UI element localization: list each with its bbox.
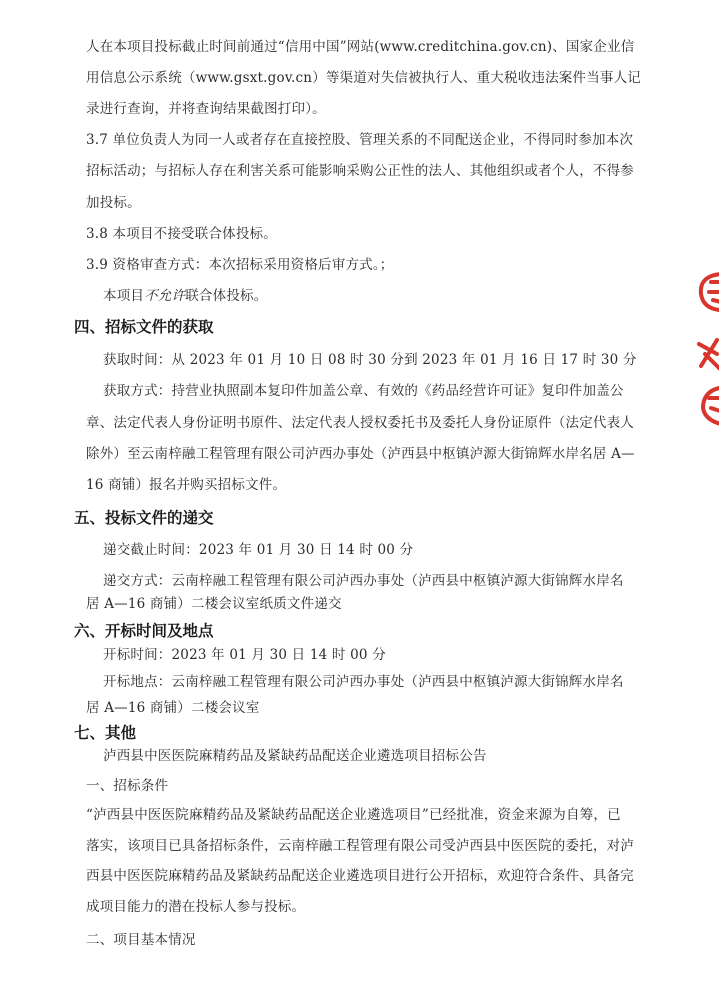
text-line: 章、法定代表人身份证明书原件、法定代表人授权委托书及委托人身份证原件（法定代表人: [86, 415, 634, 431]
text-line: 西县中医医院麻精药品及紧缺药品配送企业遴选项目进行公开招标，欢迎符合条件、具备完: [86, 868, 634, 884]
text-line: 录进行查询，并将查询结果截图打印）。: [86, 101, 326, 117]
text-line: 开标时间：2023 年 01 月 30 日 14 时 00 分: [103, 647, 386, 663]
section-heading-4: 四、招标文件的获取: [74, 318, 214, 336]
text-line: 递交方式：云南梓融工程管理有限公司泸西办事处（泸西县中枢镇泸源大街锦辉水岸名: [103, 573, 624, 589]
section-heading-5: 五、投标文件的递交: [74, 509, 214, 527]
text-line: 居 A—16 商铺）二楼会议室纸质文件递交: [86, 596, 342, 612]
text-line: 泸西县中医医院麻精药品及紧缺药品配送企业遴选项目招标公告: [103, 748, 487, 764]
seal-strokes: [699, 274, 719, 424]
text-line: 一、招标条件: [86, 778, 169, 794]
text-line: 3.7 单位负责人为同一人或者存在直接控股、管理关系的不同配送企业，不得同时参加本次: [86, 132, 634, 148]
text-line: 3.9 资格审查方式：本次招标采用资格后审方式。；: [86, 257, 394, 273]
text-line: 加投标。: [86, 195, 141, 211]
text-line: 落实，该项目已具备招标条件，云南梓融工程管理有限公司受泸西县中医医院的委托，对泸: [86, 838, 634, 854]
text-line: 招标活动；与招标人存在利害关系可能影响采购公正性的法人、其他组织或者个人，不得参: [86, 163, 634, 179]
text-line: 获取方式：持营业执照副本复印件加盖公章、有效的《药品经营许可证》复印件加盖公: [103, 383, 624, 399]
text-line: 二、项目基本情况: [86, 932, 196, 948]
text-line: 递交截止时间：2023 年 01 月 30 日 14 时 00 分: [103, 542, 414, 558]
text-line: 成项目能力的潜在投标人参与投标。: [86, 899, 306, 915]
text-run: 联合体投标。: [185, 288, 268, 304]
text-line: 3.8 本项目不接受联合体投标。: [86, 226, 277, 242]
text-line: 获取时间：从 2023 年 01 月 10 日 08 时 30 分到 2023 年 01 月 16 日 17 时 30 分: [103, 352, 637, 368]
text-line: 用信息公示系统（www.gsxt.gov.cn）等渠道对失信被执行人、重大税收违法案件当事人记: [86, 70, 641, 86]
section-heading-7: 七、其他: [74, 724, 137, 742]
text-line: 16 商铺）报名并购买招标文件。: [86, 477, 287, 493]
text-line: 开标地点：云南梓融工程管理有限公司泸西办事处（泸西县中枢镇泸源大街锦辉水岸名: [103, 674, 624, 690]
text-line: “泸西县中医医院麻精药品及紧缺药品配送企业遴选项目”已经批准，资金来源为自筹，已: [86, 807, 621, 823]
text-run-italic: 不允许: [144, 288, 186, 304]
text-line: 除外）至云南梓融工程管理有限公司泸西办事处（泸西县中枢镇泸源大街锦辉水岸名居 A—: [86, 446, 635, 462]
section-heading-6: 六、开标时间及地点: [74, 622, 214, 640]
text-line: 居 A—16 商铺）二楼会议室: [86, 700, 260, 716]
text-run: 本项目: [103, 288, 145, 304]
text-line: [103, 286, 267, 306]
red-seal-stamp: [691, 262, 719, 432]
text-line: 人在本项目投标截止时间前通过“信用中国”网站(www.creditchina.gov.cn)、国家企业信: [86, 39, 635, 55]
